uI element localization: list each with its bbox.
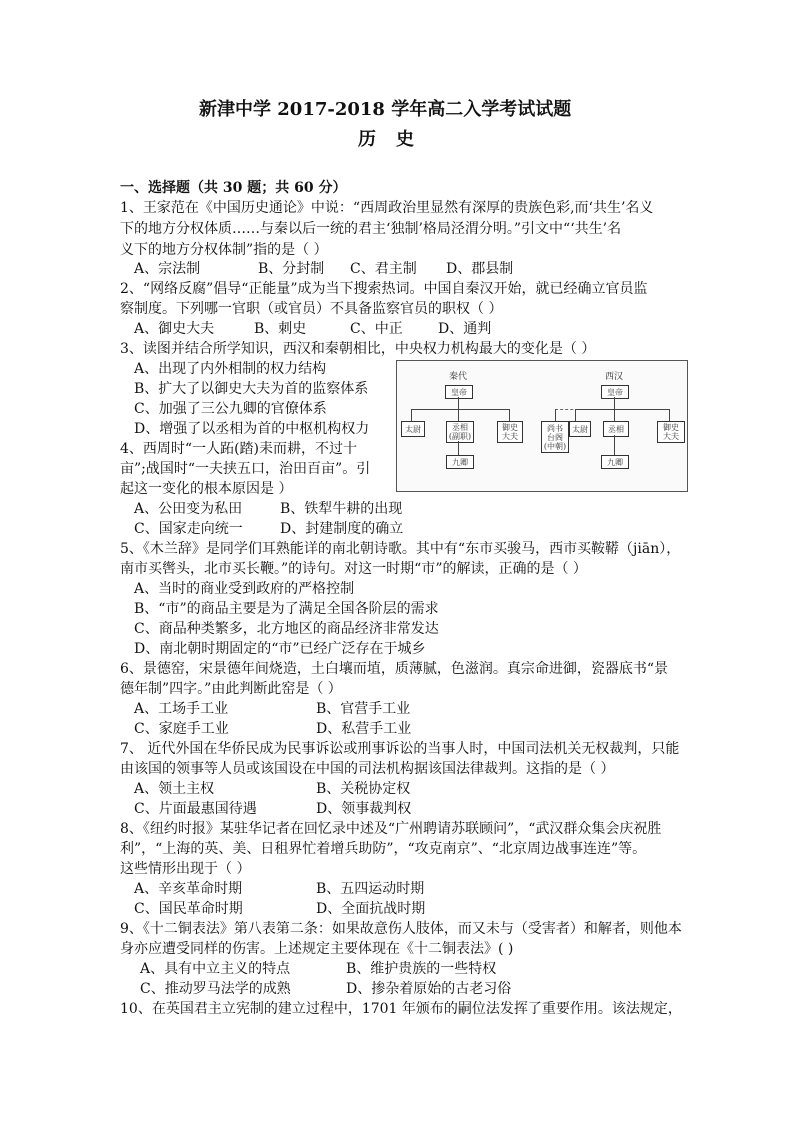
question-text: 1、王家范在《中国历史通论》中说：“西周政治里显然有深厚的贵族色彩,而‘共生’名义 xyxy=(120,200,654,216)
option-c[interactable]: C、中正 xyxy=(350,321,403,337)
option-c[interactable]: C、君主制 xyxy=(350,261,417,277)
question-text: 察制度。下列哪一官职（或官员）不具备监察官员的职权（ ） xyxy=(120,301,503,317)
option-d[interactable]: D、领事裁判权 xyxy=(316,801,412,817)
question-text: 由该国的领事等人员或该国设在中国的司法机构据该国法律裁判。这指的是（ ） xyxy=(120,761,615,777)
question-text: 9、《十二铜表法》第八表第二条：如果故意伤人肢体，而又未与（受害者）和解者，则他本 xyxy=(120,921,682,937)
subject-title: 历史 xyxy=(358,129,434,150)
option-b[interactable]: B、五四运动时期 xyxy=(316,881,425,897)
option-a[interactable]: A、出现了内外相制的权力结构 xyxy=(134,361,327,377)
han-emperor-box: 皇帝 xyxy=(601,385,629,399)
option-b[interactable]: B、官营手工业 xyxy=(316,701,411,717)
question-text: 7、 近代外国在华侨民成为民事诉讼或刑事诉讼的当事人时，中国司法机关无权裁判，只能 xyxy=(120,741,680,757)
government-structure-diagram xyxy=(396,360,688,492)
option-c[interactable]: C、国家走向统一 xyxy=(134,521,243,537)
question-text: 利”，“上海的英、美、日租界忙着增兵助防”，“攻克南京”、“北京周边战事连连”等。 xyxy=(120,841,647,857)
option-b[interactable]: B、关税协定权 xyxy=(316,781,411,797)
option-a[interactable]: A、具有中立主义的特点 xyxy=(140,961,291,977)
option-b[interactable]: B、“市”的商品主要是为了满足全国各阶层的需求 xyxy=(134,601,439,617)
question-text: 下的地方分权体质……与秦以后一统的君主‘独制’格局泾渭分明。”引文中“‘共生’名 xyxy=(120,221,622,237)
question-text: 这些情形出现于（ ） xyxy=(120,861,251,877)
option-a[interactable]: A、领土主权 xyxy=(134,781,215,797)
question-text: 义下的地方分权体制”指的是（ ） xyxy=(120,242,328,258)
question-text: 起这一变化的根本原因是 ） xyxy=(120,481,293,497)
question-text: 身亦应遭受同样的伤害。上述规定主要体现在《十二铜表法》( ) xyxy=(120,941,514,957)
question-text: 10、在英国君主立宪制的建立过程中，1701 年颁布的嗣位法发挥了重要作用。该法规定， xyxy=(120,1001,682,1017)
qin-jiuqing-box: 九卿 xyxy=(446,455,474,469)
han-jiuqing-box: 九卿 xyxy=(601,455,629,469)
qin-yushi-box: 御史 大夫 xyxy=(497,421,523,443)
qin-emperor-box: 皇帝 xyxy=(445,385,473,399)
han-title: 西汉 xyxy=(605,372,624,382)
option-d[interactable]: D、郡县制 xyxy=(446,261,514,277)
option-d[interactable]: D、通判 xyxy=(438,321,492,337)
option-d[interactable]: D、增强了以丞相为首的中枢机构权力 xyxy=(134,421,370,437)
qin-taiwei-box: 太尉 xyxy=(401,421,425,437)
option-a[interactable]: A、宗法制 xyxy=(134,261,201,277)
option-b[interactable]: B、维护贵族的一些特权 xyxy=(346,961,497,977)
han-taiwei-box: 太尉 xyxy=(569,421,591,437)
option-c[interactable]: C、国民革命时期 xyxy=(134,901,243,917)
question-text: 6、景德窑，宋景德年间烧造，土白壤而埴，质薄腻，色滋润。真宗命进御，瓷器底书“景 xyxy=(120,661,669,677)
option-b[interactable]: B、扩大了以御史大夫为首的监察体系 xyxy=(134,381,369,397)
option-b[interactable]: B、刺史 xyxy=(254,321,307,337)
option-c[interactable]: C、家庭手工业 xyxy=(134,721,229,737)
option-b[interactable]: B、铁犁牛耕的出现 xyxy=(280,501,403,517)
option-a[interactable]: A、当时的商业受到政府的严格控制 xyxy=(134,581,355,597)
option-c[interactable]: C、商品种类繁多，北方地区的商品经济非常发达 xyxy=(134,621,439,637)
option-a[interactable]: A、辛亥革命时期 xyxy=(134,881,243,897)
qin-title: 秦代 xyxy=(449,372,468,382)
question-text: 2、“网络反腐”倡导“正能量”成为当下搜索热词。中国自秦汉开始，就已经确立官员监 xyxy=(120,281,648,297)
question-text: 8、《纽约时报》某驻华记者在回忆录中述及“广州聘请苏联顾问”，“武汉群众集会庆祝胜 xyxy=(120,821,662,837)
option-b[interactable]: B、分封制 xyxy=(258,261,325,277)
question-text: 南市买辔头，北市买长鞭。”的诗句。对这一时期“市”的解读，正确的是（ ） xyxy=(120,561,587,577)
han-chengxiang-box: 丞相 xyxy=(603,421,629,437)
option-d[interactable]: D、封建制度的确立 xyxy=(280,521,404,537)
han-yushi-box: 御史 大夫 xyxy=(657,421,685,443)
question-text: 亩”;战国时“一夫挟五口，治田百亩”。引 xyxy=(120,461,371,477)
option-c[interactable]: C、推动罗马法学的成熟 xyxy=(140,981,291,997)
option-c[interactable]: C、片面最惠国待遇 xyxy=(134,801,257,817)
option-d[interactable]: D、南北朝时期固定的“市”已经广泛存在于城乡 xyxy=(134,641,426,657)
qin-chengxiang-box: 丞相 (副职) xyxy=(446,421,474,443)
option-d[interactable]: D、私营手工业 xyxy=(316,721,412,737)
option-d[interactable]: D、掺杂着原始的古老习俗 xyxy=(346,981,512,997)
exam-title: 新津中学 2017-2018 学年高二入学考试试题 xyxy=(199,99,572,120)
question-text: 3、读图并结合所学知识，西汉和秦朝相比，中央权力机构最大的变化是（ ） xyxy=(120,341,596,357)
question-text: 5、《木兰辞》是同学们耳熟能详的南北朝诗歌。其中有“东市买骏马，西市买鞍鞯（jiān）， xyxy=(120,541,681,557)
option-a[interactable]: A、工场手工业 xyxy=(134,701,229,717)
section-heading: 一、选择题（共 30 题；共 60 分） xyxy=(120,180,347,196)
option-d[interactable]: D、全面抗战时期 xyxy=(316,901,426,917)
option-a[interactable]: A、公田变为私田 xyxy=(134,501,243,517)
han-shangshu-box: 尚书 台阁 (中朝) xyxy=(541,421,569,453)
question-text: 4、西周时“一人跖(踏)耒而耕，不过十 xyxy=(120,441,357,457)
question-text: 德年制”四字。”由此判断此窑是（ ） xyxy=(120,681,342,697)
option-a[interactable]: A、御史大夫 xyxy=(134,321,215,337)
option-c[interactable]: C、加强了三公九卿的官僚体系 xyxy=(134,401,327,417)
